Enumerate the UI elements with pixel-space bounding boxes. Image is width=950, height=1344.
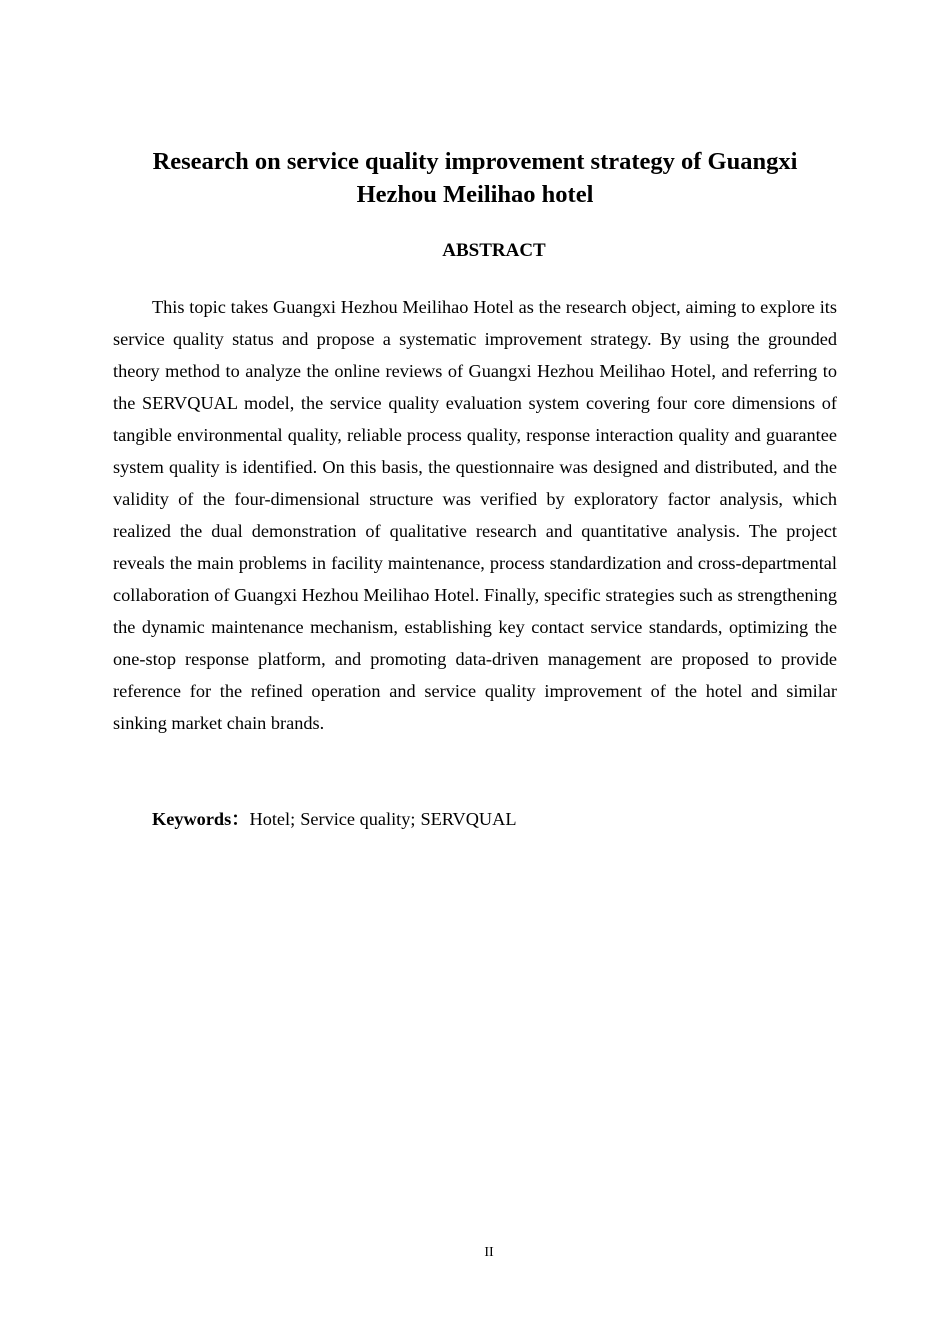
paper-title-line-2: Hezhou Meilihao hotel [356, 181, 594, 208]
keywords-line [152, 803, 522, 835]
abstract-heading: ABSTRACT [442, 240, 546, 261]
page-number: II [484, 1245, 494, 1260]
abstract-paragraph: This topic takes Guangxi Hezhou Meilihao Hotel as the research object, aiming to explore its service quality status and propose a systematic improvement strategy. By using the grounded theory method to analyze the online reviews of Guangxi Hezhou Meilihao Hotel, and referring to the SERVQUAL model, the service quality evaluation system covering four core dimensions of tangible environmental quality, reliable process quality, response interaction quality and guarantee system quality is identified. On this basis, the questionnaire was designed and distributed, and the validity of the four-dimensional structure was verified by exploratory factor analysis, which realized the dual demonstration of qualitative research and quantitative analysis. The project reveals the main problems in facility maintenance, process standardization and cross-departmental collaboration of Guangxi Hezhou Meilihao Hotel. Finally, specific strategies such as strengthening the dynamic maintenance mechanism, establishing key contact service standards, optimizing the one-stop response platform, and promoting data-driven management are proposed to provide reference for the refined operation and service quality improvement of the hotel and similar sinking market chain brands. [113, 297, 837, 733]
keyword-item: Service quality; [300, 809, 416, 829]
paper-title-line-1: Research on service quality improvement strategy of Guangxi [152, 148, 798, 175]
keyword-item: SERVQUAL [420, 809, 517, 829]
paper-title [113, 145, 837, 211]
keywords-label: Keywords： [152, 809, 250, 829]
keyword-item: Hotel; [249, 809, 296, 829]
